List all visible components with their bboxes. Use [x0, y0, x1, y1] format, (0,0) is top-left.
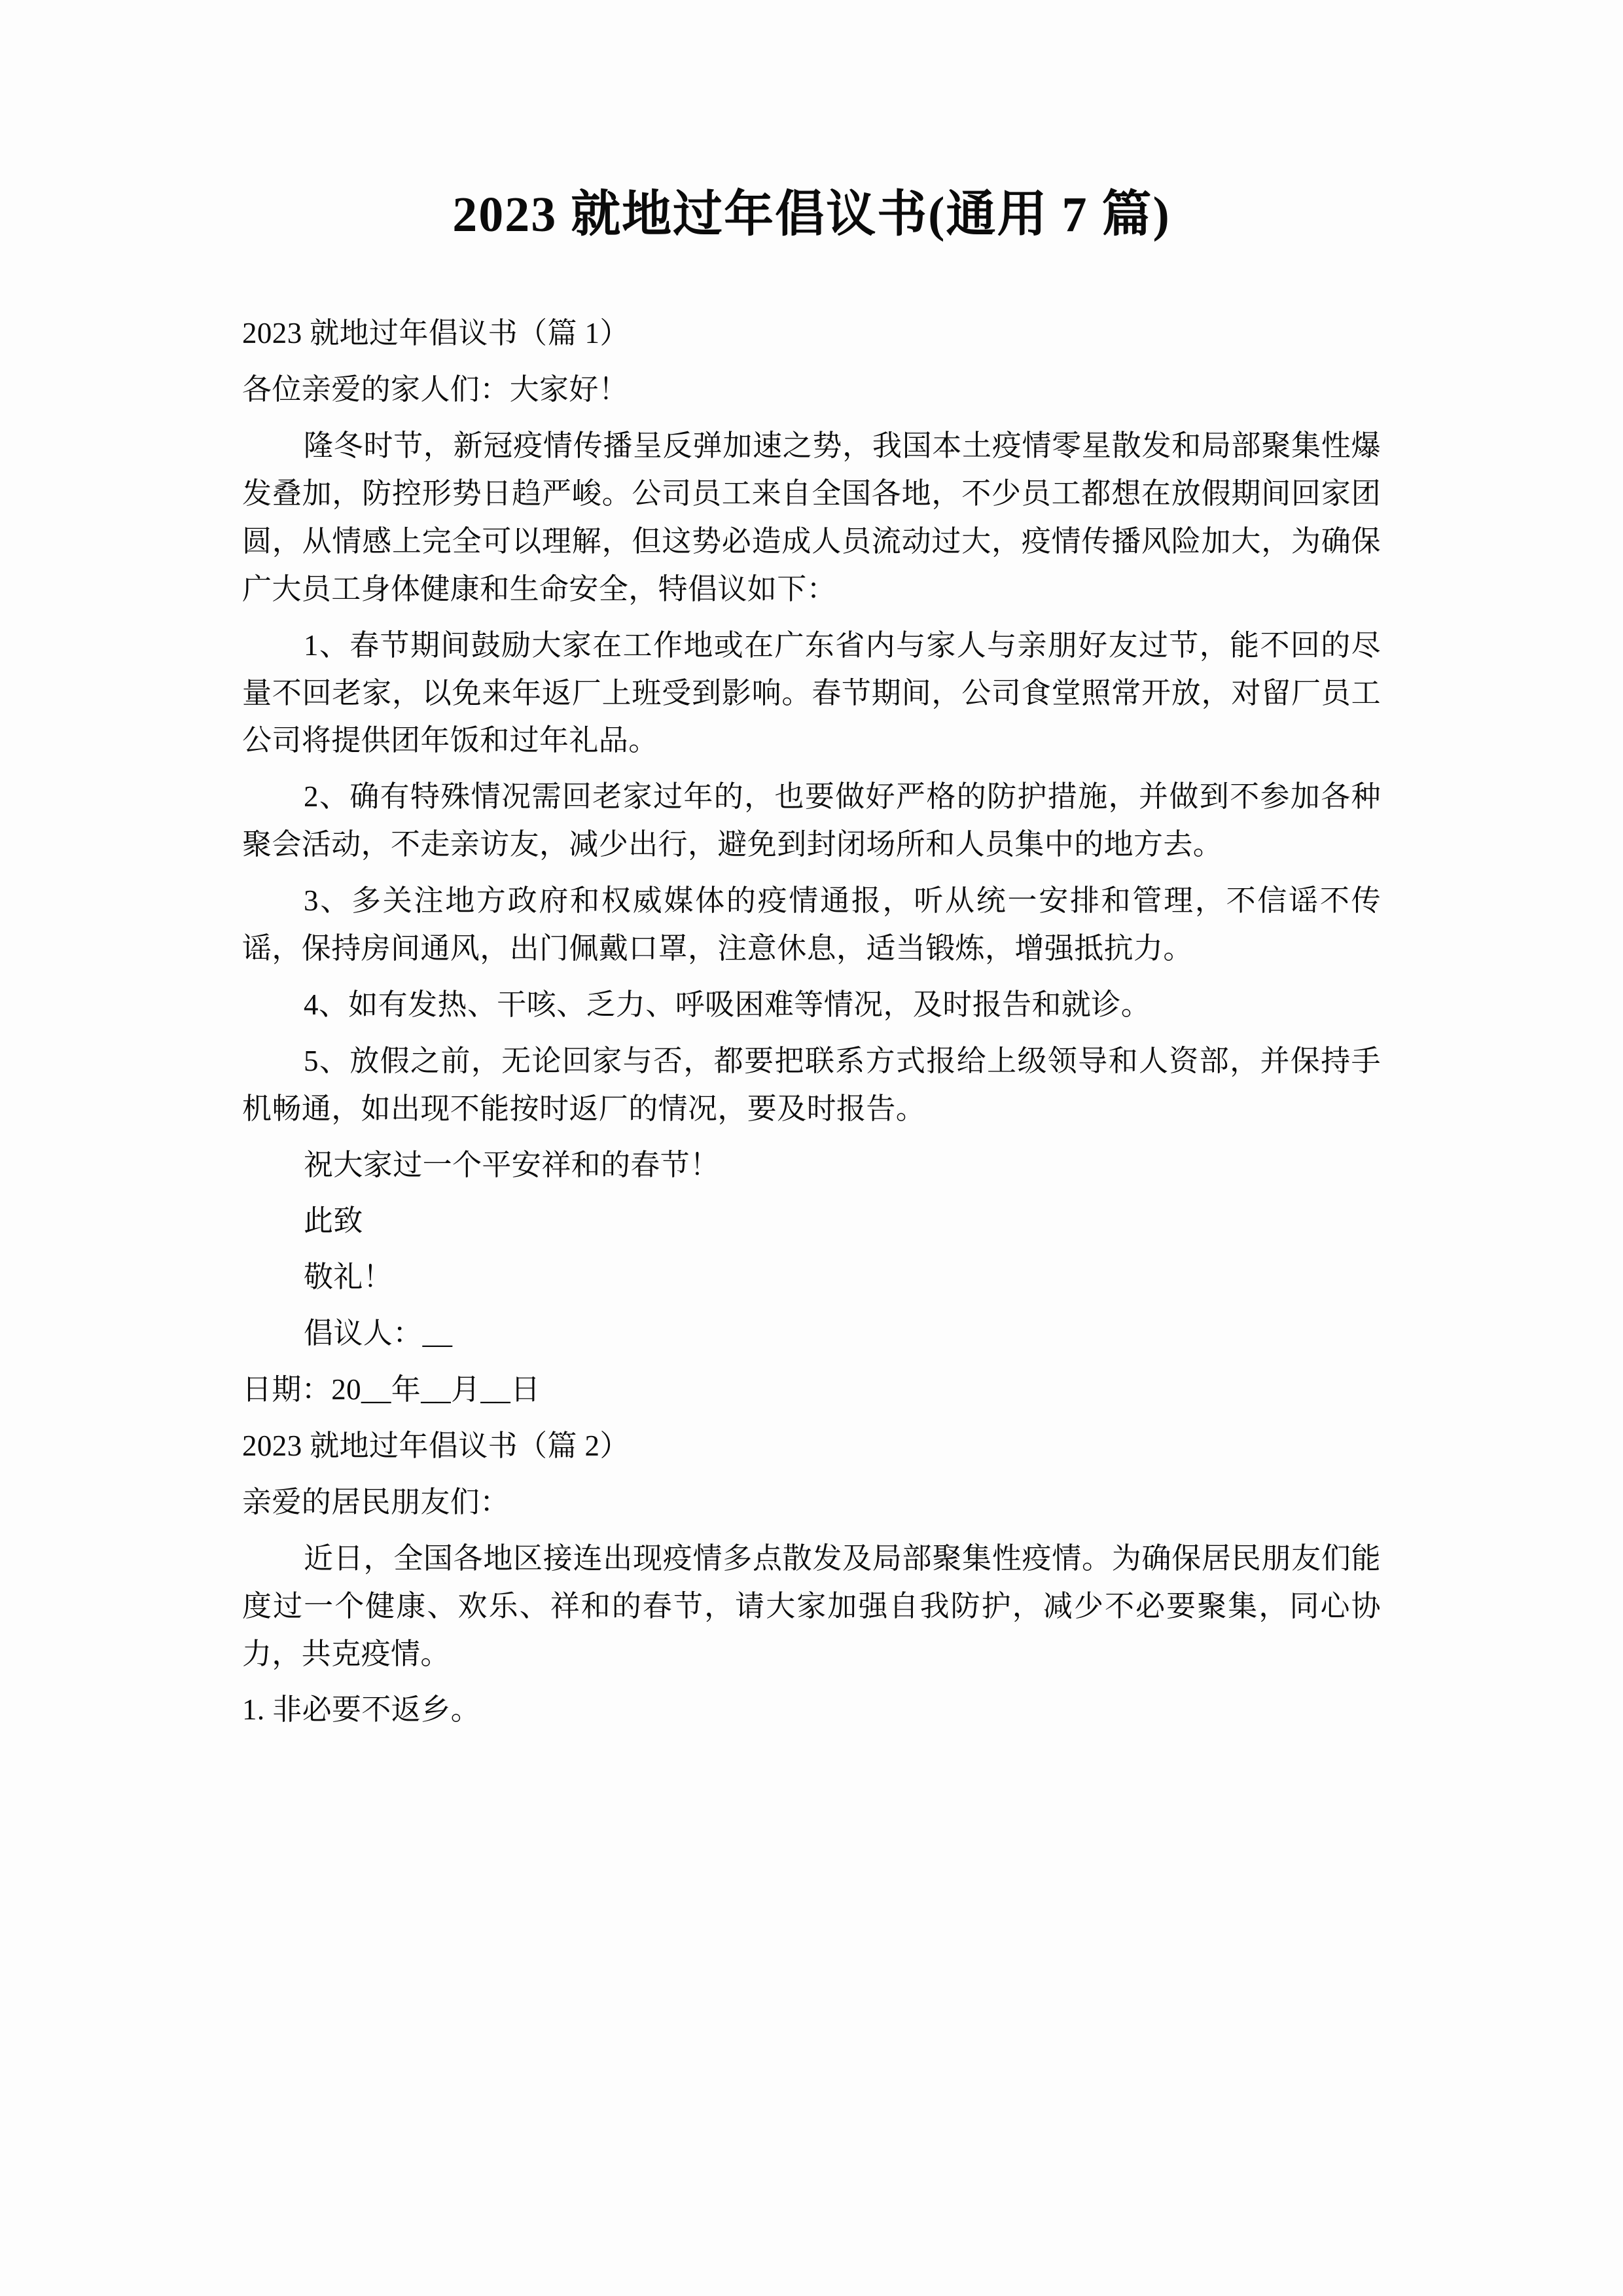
- section-2-item-1: 1. 非必要不返乡。: [242, 1693, 481, 1727]
- section-2-salutation: 亲爱的居民朋友们：: [242, 1485, 510, 1518]
- section-1-item-4: 4、如有发热、干咳、乏力、呼吸困难等情况，及时报告和就诊。: [304, 988, 1151, 1021]
- signature-label: 倡议人：: [304, 1317, 423, 1350]
- document-content: [242, 183, 1381, 1742]
- page-title: 2023 就地过年倡议书(通用 7 篇): [452, 187, 1171, 242]
- section-1-closing-respect: 敬礼！: [304, 1261, 393, 1294]
- section-1-item-2: 2、确有特殊情况需回老家过年的，也要做好严格的防护措施，并做到不参加各种聚会活动，不走亲访友，减少出行，避免到封闭场所和人员集中的地方去。: [242, 780, 1381, 861]
- date-blank: 20__年__月__日: [331, 1373, 541, 1407]
- section-1-date-line: [242, 1366, 1381, 1414]
- section-1-item-1: 1、春节期间鼓励大家在工作地或在广东省内与家人与亲朋好友过节，能不回的尽量不回老家，以免来年返厂上班受到影响。春节期间，公司食堂照常开放，对留厂员工公司将提供团年饭和过年礼品。: [242, 628, 1381, 757]
- section-1-signature-line: [242, 1310, 1381, 1357]
- section-1-heading: 2023 就地过年倡议书（篇 1）: [242, 317, 630, 350]
- section-1-item-5: 5、放假之前，无论回家与否，都要把联系方式报给上级领导和人资部，并保持手机畅通，如出现不能按时返厂的情况，要及时报告。: [242, 1044, 1381, 1125]
- date-label: 日期：: [242, 1373, 332, 1407]
- section-1-salutation: 各位亲爱的家人们：大家好！: [242, 373, 629, 406]
- signature-blank: __: [422, 1317, 453, 1350]
- section-2-intro: 近日，全国各地区接连出现疫情多点散发及局部聚集性疫情。为确保居民朋友们能度过一个健康、欢乐、祥和的春节，请大家加强自我防护，减少不必要聚集，同心协力，共克疫情。: [242, 1541, 1381, 1670]
- section-1-wish: 祝大家过一个平安祥和的春节！: [304, 1148, 720, 1181]
- section-1-item-3: 3、多关注地方政府和权威媒体的疫情通报，听从统一安排和管理，不信谣不传谣，保持房间通风，出门佩戴口罩，注意休息，适当锻炼，增强抵抗力。: [242, 884, 1381, 965]
- section-1-closing-salute: 此致: [304, 1204, 363, 1238]
- section-2-heading: 2023 就地过年倡议书（篇 2）: [242, 1429, 630, 1462]
- section-1-intro: 隆冬时节，新冠疫情传播呈反弹加速之势，我国本土疫情零星散发和局部聚集性爆发叠加，防控形势日趋严峻。公司员工来自全国各地，不少员工都想在放假期间回家团圆，从情感上完全可以理解，但这势必造成人员流动过大，疫情传播风险加大，为确保广大员工身体健康和生命安全，特倡议如下：: [242, 429, 1381, 605]
